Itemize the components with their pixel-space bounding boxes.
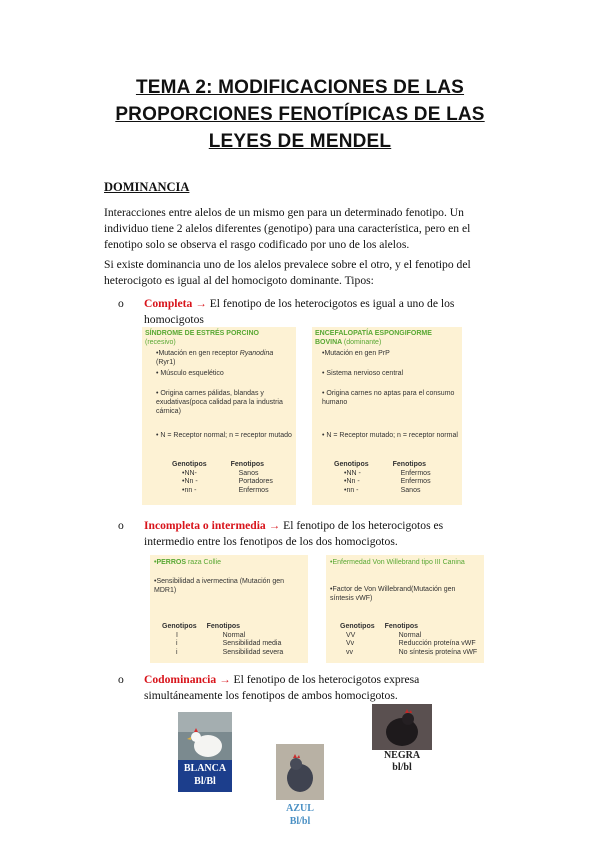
card-item: • Origina carnes no aptas para el consumo humano <box>322 390 455 406</box>
card-item: • N = Receptor normal; n = receptor mutado <box>156 432 292 439</box>
arrow-icon: → <box>219 673 231 686</box>
card-title: ENCEFALOPATÍA ESPONGIFORME <box>315 330 432 337</box>
black-hen-photo <box>372 704 432 774</box>
hen-genotype: bl/bl <box>392 762 412 773</box>
genotype-table: Genotipos Fenotipos •NN- Sanos •Nn - Portadores •nn - Enfermos <box>172 461 273 494</box>
bullet-incompleta-text: Incompleta o intermedia → El fenotipo de los heterocigotos es intermedio entre los fenotipos de los dos homocigotos. <box>144 519 444 548</box>
hen-genotype: Bl/Bl <box>194 776 216 787</box>
card-item: • N = Receptor mutado; n = receptor normal <box>322 432 458 439</box>
hen-genotype: Bl/bl <box>289 816 311 827</box>
hen-name: NEGRA <box>383 750 421 761</box>
card-item: • Sistema nervioso central <box>322 370 404 377</box>
card-title: •PERROS <box>154 559 188 566</box>
card-item: •Sensibilidad a ivermectina (Mutación gen MDR1) <box>154 578 285 594</box>
title-line-1: TEMA 2: MODIFICACIONES DE LAS <box>135 77 465 98</box>
bullet-marker: o <box>118 673 124 686</box>
hen-name: AZUL <box>286 803 314 814</box>
card-von-willebrand <box>326 555 484 663</box>
card-encefalopatia-bovina: ENCEFALOPATÍA ESPONGIFORME BOVINA (dominante) •Mutación en gen PrP • Sistema nervioso central • Origina carnes no aptas para el consumo humano • N = Receptor mutado; n = receptor normal Genotipos Fenotipos •NN - Enfermos •Nn - Enfermos •nn - Sanos <box>312 327 462 505</box>
genotype-table: Genotipos Fenotipos •NN - Enfermos •Nn - Enfermos •nn - Sanos <box>334 461 431 494</box>
card-subtitle: (recesivo) <box>145 339 176 346</box>
bullet-marker: o <box>118 519 124 532</box>
card-title: •Enfermedad Von Willebrand tipo III Canina <box>330 559 465 566</box>
white-hen-photo <box>178 712 232 792</box>
card-item: • Músculo esquelético <box>156 370 224 377</box>
page-title <box>60 74 540 155</box>
arrow-icon: → <box>268 519 281 532</box>
arrow-icon: → <box>195 297 207 310</box>
card-item: •Factor de Von Willebrand(Mutación gen síntesis vWF) <box>330 586 456 602</box>
genotype-table: Genotipos Fenotipos VV Normal Vv Reducción proteína vWF vv No síntesis proteína vWF <box>340 623 478 656</box>
genotype-table: Genotipos Fenotipos I Normal i Sensibilidad media i Sensibilidad severa <box>162 623 284 656</box>
bullet-marker: o <box>118 297 124 310</box>
title-line-2: PROPORCIONES FENOTÍPICAS DE LAS <box>115 104 485 125</box>
blue-hen-photo <box>276 744 324 830</box>
card-item: •Mutación en gen PrP <box>322 350 390 357</box>
card-title: SÍNDROME DE ESTRÉS PORCINO <box>145 330 259 337</box>
section-heading: DOMINANCIA <box>104 180 190 194</box>
title-line-3: LEYES DE MENDEL <box>208 131 392 152</box>
bullet-codominancia-text: Codominancia → El fenotipo de los heterocigotos expresa simultáneamente los fenotipos de ambos homocigotos. <box>144 673 420 702</box>
paragraph-types: Si existe dominancia uno de los alelos prevalece sobre el otro, y el fenotipo del heterocigoto es igual al del homocigoto dominante. Tipos: <box>104 258 471 287</box>
card-item: •Mutación en gen receptor Ryanodina (Ryr1) <box>156 350 274 366</box>
paragraph-definition: Interacciones entre alelos de un mismo gen para un determinado fenotipo. Un individuo tiene 2 alelos diferentes (genotipo) para una característica, pero en el fenotipo solo se observa el rasgo codificado por uno de los alelos. <box>104 206 471 251</box>
card-perros-collie: •PERROS raza Collie •Sensibilidad a ivermectina (Mutación gen MDR1) Genotipos Fenotipos I Normal i Sensibilidad media i Sensibilidad severa <box>150 555 308 663</box>
hen-name: BLANCA <box>183 763 227 774</box>
bullet-completa-text: Completa → El fenotipo de los heterocigotos es igual a uno de los homocigotos <box>144 297 455 326</box>
card-sindrome-estres-porcino <box>142 327 296 505</box>
card-item: • Origina carnes pálidas, blandas y exudativas(poca calidad para la industria cárnica) <box>156 390 283 415</box>
